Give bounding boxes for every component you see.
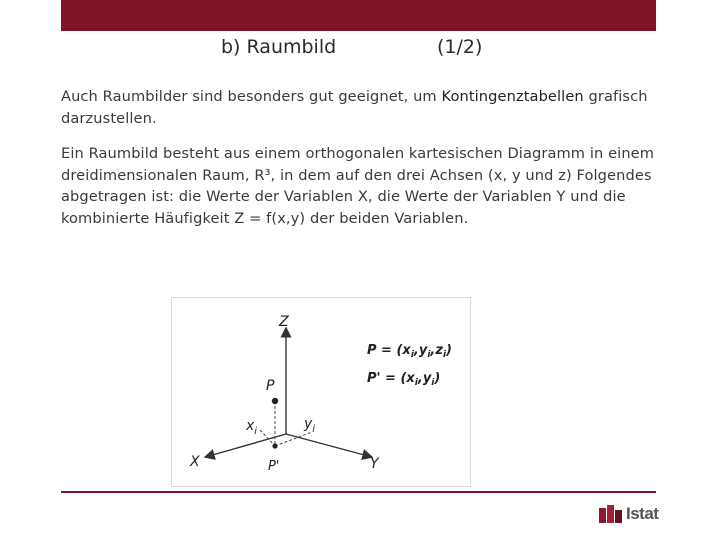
yi-label: $y_i$	[304, 416, 316, 435]
raumbild-svg	[172, 298, 470, 486]
paragraph-definition: Ein Raumbild besteht aus einem orthogonalen kartesischen Diagramm in einem dreidimensionalen Raum, R³, in dem auf den drei Achsen (x, y und z) Folgendes abgetragen ist: die Werte der Variablen X, die Werte der Variablen Y und die kombinierte Häufigkeit Z = f(x,y) der beiden Variablen.	[61, 145, 655, 227]
legend-p-formula: $P = (x_i,y_i,z_i)$	[367, 343, 452, 360]
footer-line	[61, 491, 656, 493]
legend-p-prime-formula: $P' = (x_i,y_i)$	[367, 371, 441, 388]
axis-x-label: X	[190, 454, 200, 470]
istat-logo-text: Istat	[626, 504, 659, 523]
paragraph-intro-suffix: grafisch darzustellen.	[61, 88, 648, 127]
istat-logo	[598, 503, 658, 525]
istat-logo-icon	[598, 503, 624, 525]
point-p-dot	[272, 398, 278, 404]
point-p-label: P	[266, 378, 275, 394]
keyword-kontingenztabellen: Kontingenztabellen	[441, 88, 584, 105]
y-axis-line	[286, 434, 368, 456]
header-bar	[61, 0, 656, 31]
slide-title: b) Raumbild	[221, 36, 337, 58]
slide-title-row	[0, 36, 720, 64]
page-indicator: (1/2)	[437, 36, 483, 58]
xi-label: $x_i$	[246, 418, 258, 437]
paragraph-intro-prefix: Auch Raumbilder sind besonders gut geeignet, um	[61, 88, 442, 105]
point-p-prime-dot	[272, 443, 277, 448]
paragraph-intro	[61, 86, 661, 129]
axis-y-label: Y	[370, 456, 379, 472]
axis-z-label: Z	[279, 314, 289, 330]
point-p-prime-label: P'	[268, 459, 280, 474]
raumbild-diagram	[171, 297, 471, 487]
